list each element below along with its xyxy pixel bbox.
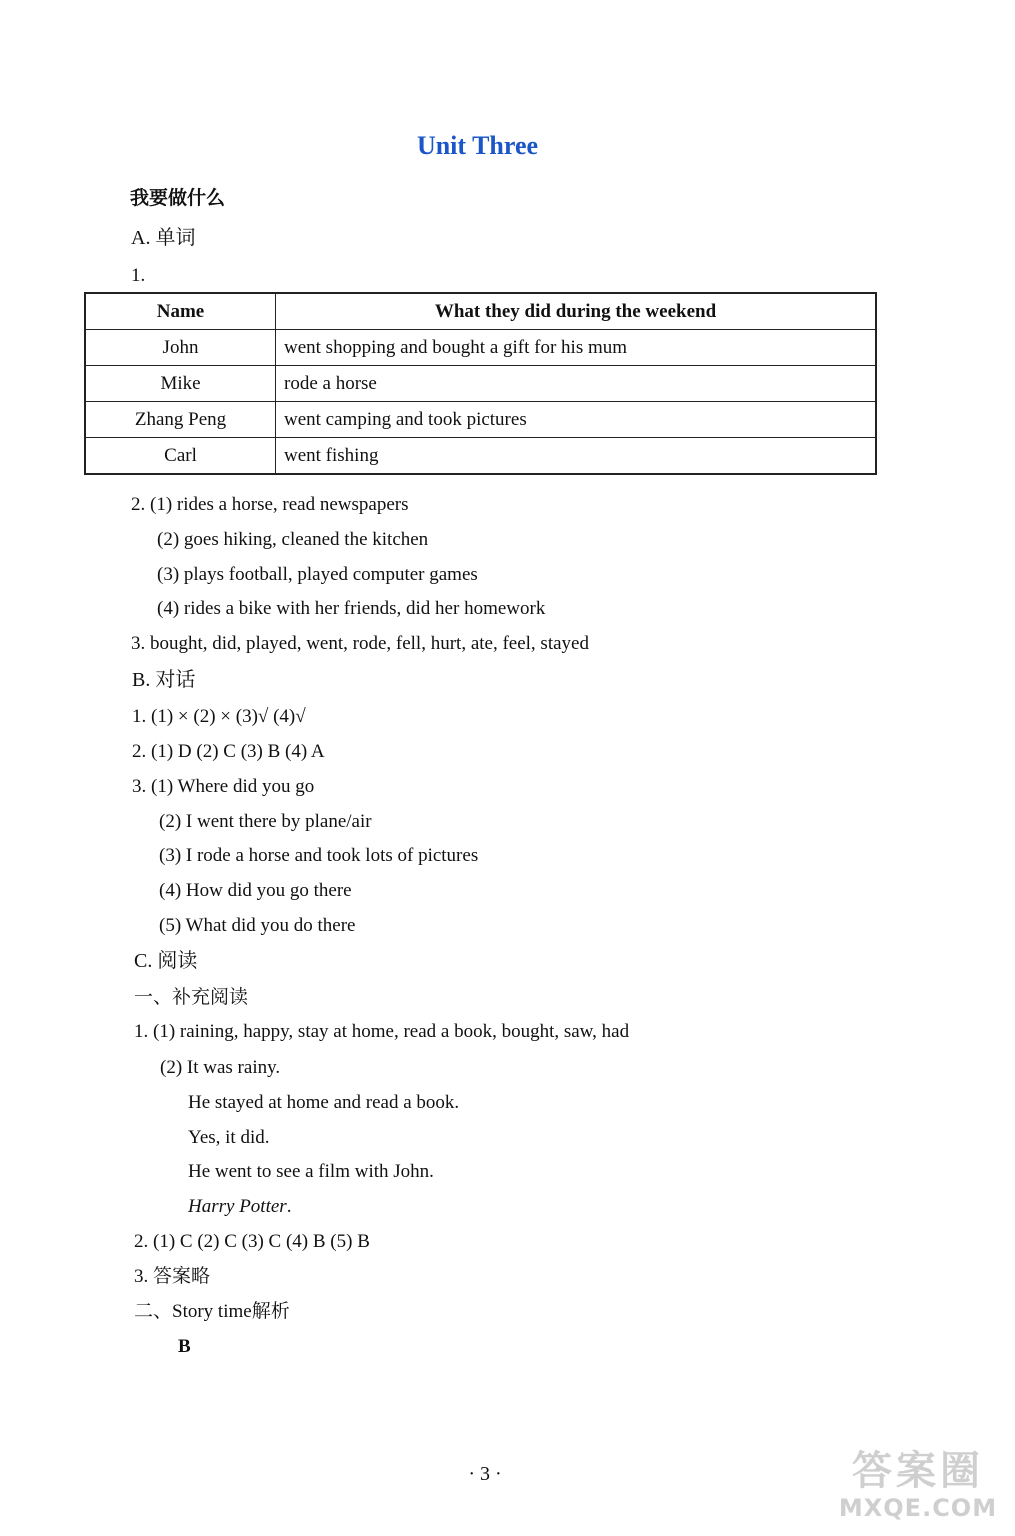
- part-b-q3-line: (2) I went there by plane/air: [159, 811, 372, 832]
- watermark-logo: [833, 1448, 1003, 1530]
- part-b-q1: 1. (1) × (2) × (3)√ (4)√: [132, 706, 306, 727]
- watermark-bottom-text: MXQE.COM: [838, 1494, 998, 1522]
- page-number: · 3 ·: [468, 1463, 502, 1485]
- part-b-q3-line: (5) What did you do there: [159, 915, 356, 936]
- table-row: [85, 402, 876, 438]
- part-a-q2-line: 2. (1) rides a horse, read newspapers: [131, 494, 409, 515]
- part-a-label: A. 单词: [131, 227, 196, 249]
- page-title: Unit Three: [416, 131, 539, 160]
- part-c-q1-book-answer: [188, 1197, 291, 1216]
- table-cell-name: Zhang Peng: [85, 402, 276, 438]
- part-c-q3: 3. 答案略: [134, 1266, 211, 1287]
- part-c-sub2: 二、Story time解析: [134, 1301, 290, 1322]
- section-heading: 我要做什么: [130, 188, 226, 209]
- table-cell-activity: rode a horse: [276, 366, 877, 402]
- table-cell-activity: went camping and took pictures: [276, 402, 877, 438]
- part-b-q2: 2. (1) D (2) C (3) B (4) A: [132, 741, 325, 762]
- part-c-q1-1: 1. (1) raining, happy, stay at home, read a book, bought, saw, had: [134, 1021, 630, 1042]
- part-a-q2-line: (4) rides a bike with her friends, did her homework: [157, 598, 546, 619]
- part-a-q3: 3. bought, did, played, went, rode, fell, hurt, ate, feel, stayed: [131, 633, 589, 654]
- part-c-label: C. 阅读: [134, 950, 198, 972]
- book-title-period: .: [286, 1196, 292, 1217]
- watermark-top-text: 答案圈: [852, 1448, 984, 1494]
- part-a-q1-label: 1.: [131, 265, 146, 286]
- part-a-q2-line: (3) plays football, played computer games: [157, 564, 478, 585]
- part-b-q3-line: 3. (1) Where did you go: [132, 776, 315, 797]
- part-b-label: B. 对话: [132, 669, 196, 691]
- table-cell-name: Carl: [85, 438, 276, 475]
- table-row: [85, 438, 876, 475]
- table-cell-activity: went fishing: [276, 438, 877, 475]
- table-cell-activity: went shopping and bought a gift for his mum: [276, 330, 877, 366]
- book-title: Harry Potter: [188, 1196, 287, 1217]
- column-header-activity: What they did during the weekend: [276, 293, 877, 330]
- column-header-name: Name: [85, 293, 276, 330]
- table-cell-name: John: [85, 330, 276, 366]
- part-c-q2: 2. (1) C (2) C (3) C (4) B (5) B: [134, 1231, 370, 1252]
- part-c-q1-answer: He stayed at home and read a book.: [188, 1092, 460, 1113]
- part-c-sub1: 一、补充阅读: [134, 987, 249, 1008]
- part-a-q2-line: (2) goes hiking, cleaned the kitchen: [157, 529, 429, 550]
- weekend-activities-table: [84, 292, 877, 475]
- table-header-row: [85, 293, 876, 330]
- part-b-q3-line: (4) How did you go there: [159, 880, 352, 901]
- part-c-q1-answer: He went to see a film with John.: [188, 1161, 434, 1182]
- part-c-q1-2: (2) It was rainy.: [160, 1057, 281, 1078]
- part-c-sub2-answer: B: [178, 1336, 191, 1357]
- part-c-q1-answer: Yes, it did.: [188, 1127, 270, 1148]
- part-b-q3-line: (3) I rode a horse and took lots of pictures: [159, 845, 479, 866]
- table-row: [85, 366, 876, 402]
- table-row: [85, 330, 876, 366]
- table-cell-name: Mike: [85, 366, 276, 402]
